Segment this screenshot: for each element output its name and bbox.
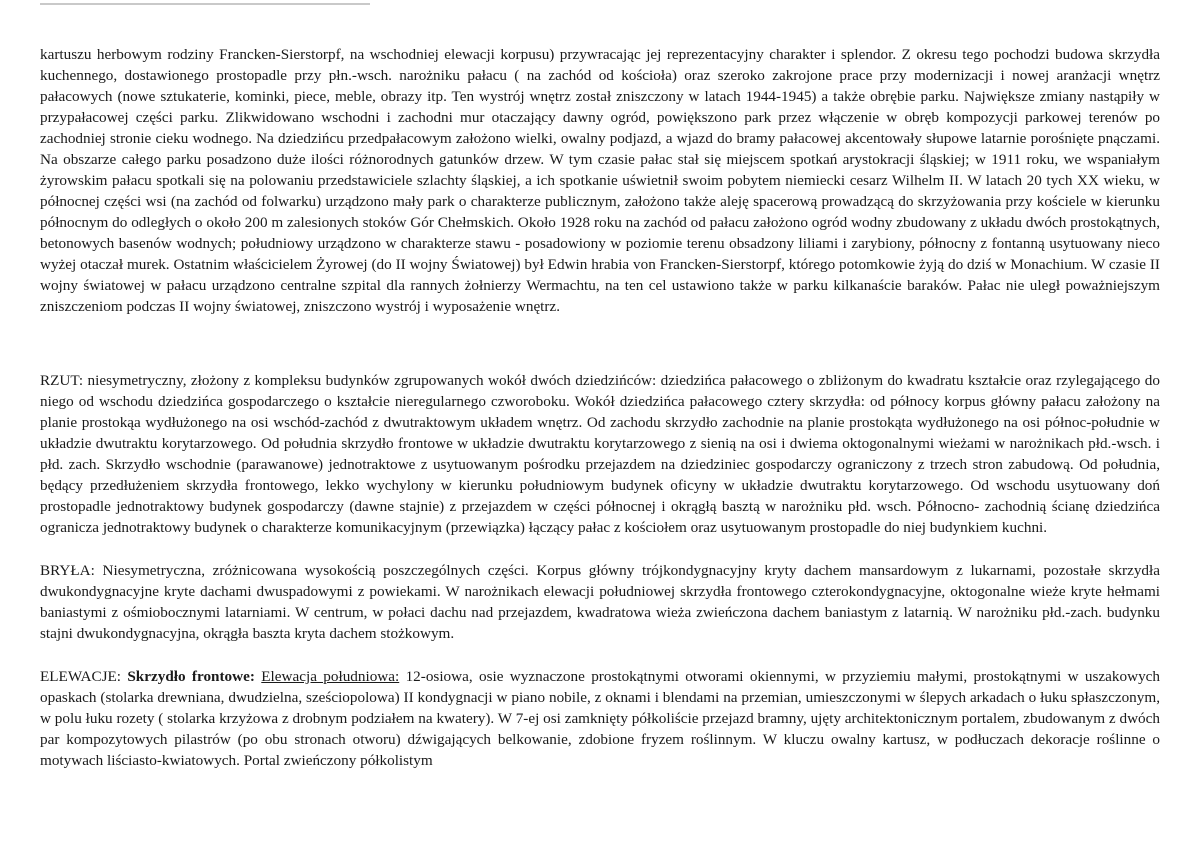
- elewacje-wing-heading: Skrzydło frontowe:: [127, 668, 255, 685]
- bryla-paragraph: BRYŁA: Niesymetryczna, zróżnicowana wysokością poszczególnych części. Korpus główny trójkondygnacyjny kryty dachem mansardowym z lukarnami, pozostałe skrzydła dwukondygnacyjne kryte dachami dwuspadowymi z powiekami. W narożnikach elewacji południowej skrzydła frontowego czterokondygnacyjne, oktogonalne wieże kryte hełmami baniastymi z ośmiobocznymi latarniami. W centrum, w połaci dachu nad przejazdem, kwadratowa wieża zwieńczona dachem baniastym z latarnią. W narożniku płd.-zach. budynku stajni dwukondygnacyjna, okrągła baszta kryta dachem stożkowym.: [40, 562, 1160, 642]
- rzut-paragraph: RZUT: niesymetryczny, złożony z kompleksu budynków zgrupowanych wokół dwóch dziedzińców: dziedzińca pałacowego o zbliżonym do kwadratu kształcie oraz rzylegającego do niego od wschodu dziedzińca gospodarczego o kształcie nieregularnego czworoboku. Wokół dziedzińca pałacowego cztery skrzydła: od północy korpus główny pałacu założony na planie prostokąa wydłużonego na osi wschód-zachód z dwutraktowym układem wnętrz. Od zachodu skrzydło zachodnie na planie prostokąta wydłużonego na osi północ-południe w układzie dwutraktu korytarzowego. Od południa skrzydło frontowe w układzie dwutraktu korytarzowego z sienią na osi i dwiema oktogonalnymi wieżami w narożnikach płd.-wsch. i płd. zach. Skrzydło wschodnie (parawanowe) jednotraktowe z usytuowanym pośrodku przejazdem na dziedziniec gospodarczy ograniczony z trzech stron zabudową. Od południa, będący przedłużeniem skrzydła frontowego, lekko wychylony w kierunku południowym budynek oficyny w układzie dwutraktu korytarzowego. Od wschodu usytuowany doń prostopadle jednotraktowy budynek gospodarczy (dawne stajnie) z przejazdem w części północnej i okrągłą basztą w narożniku płd. wsch. Północno- zachodnią ścianę dziedzińca ogranicza jednotraktowy budynek o charakterze komunikacyjnym (przewiązka) łączący pałac z kościołem oraz usytuowanym prostopadle do niej budynkiem kuchni.: [40, 372, 1160, 536]
- elewacje-lead: ELEWACJE:: [40, 668, 128, 685]
- scan-edge-mark: [40, 3, 370, 5]
- document-body: [40, 44, 1160, 771]
- elewacje-paragraph: [40, 666, 1160, 771]
- history-paragraph: kartuszu herbowym rodziny Francken-Sierstorpf, na wschodniej elewacji korpusu) przywracając jej reprezentacyjny charakter i splendor. Z okresu tego pochodzi budowa skrzydła kuchennego, dostawionego prostopadle przy płn.-wsch. narożniku pałacu ( na zachód od kościoła) oraz szeroko zakrojone prace przy modernizacji i nowej aranżacji wnętrz pałacowych (nowe sztukaterie, kominki, piece, meble, obrazy itp. Ten wystrój wnętrz został zniszczony w latach 1944-1945) a także obrębie parku. Największe zmiany nastąpiły w przypałacowej części parku. Zlikwidowano wschodni i zachodni mur otaczający dawny ogród, powiększono park przez włączenie w obręb kompozycji parkowej terenów po zachodniej stronie cieku wodnego. Na dziedzińcu przedpałacowym założono wielki, owalny podjazd, a wjazd do bramy pałacowej akcentowały słupowe latarnie porośnięte pnączami. Na obszarze całego parku posadzono duże ilości różnorodnych gatunków drzew. W tym czasie pałac stał się miejscem spotkań arystokracji śląskiej; w 1911 roku, we wspaniałym żyrowskim pałacu spotkali się na polowaniu przedstawiciele szlachty śląskiej, a ich spotkanie uświetnił swoim pobytem niemiecki cesarz Wilhelm II. W latach 20 tych XX wieku, w północnej części wsi (na zachód od folwarku) urządzono mały park o charakterze publicznym, założono także aleję spacerową prowadzącą do skrzyżowania przy kościele w kierunku północnym do odległych o około 200 m zalesionych stoków Gór Chełmskich. Około 1928 roku na zachód od pałacu założono ogród wodny zbudowany z układu dwóch prostokątnych, betonowych basenów wodnych; południowy urządzono w charakterze stawu - posadowiony w poziomie terenu obsadzony liliami i zarybiony, północny z fontanną usytuowany nieco wyżej otaczał murek. Ostatnim właścicielem Żyrowej (do II wojny Światowej) był Edwin hrabia von Francken-Sierstorpf, którego potomkowie żyją do dziś w Monachium. W czasie II wojny światowej w pałacu urządzono centralne szpital dla rannych żołnierzy Wermachtu, na ten cel ustawiono także w parku kilkanaście baraków. Pałac nie uległ poważniejszym zniszczeniom podczas II wojny światowej, zniszczono wystrój i wyposażenie wnętrz.: [40, 46, 1160, 315]
- elewacje-facade-heading: Elewacja południowa:: [261, 668, 400, 685]
- elewacje-body: 12-osiowa, osie wyznaczone prostokątnymi otworami okiennymi, w przyziemiu małymi, prostokątnymi w uszakowych opaskach (stolarka drewniana, dwudzielna, sześciopolowa) II kondygnacji w piano nobile, z oknami i blendami na przemian, umieszczonymi w ślepych arkadach o łuku spłaszczonym, w polu łuku rozety ( stolarka krzyżowa z drobnym podziałem na kwatery). W 7-ej osi zamknięty półkoliście przejazd bramny, ujęty architektonicznym portalem, zbudowanym z dwóch par kompozytowych pilastrów (po obu stronach otworu) dźwigających belkowanie, zdobione fryzem roślinnym. W kluczu owalny kartusz, w podłuczach dekoracje roślinne o motywach liściasto-kwiatowych. Portal zwieńczony półkolistym: [40, 668, 1160, 769]
